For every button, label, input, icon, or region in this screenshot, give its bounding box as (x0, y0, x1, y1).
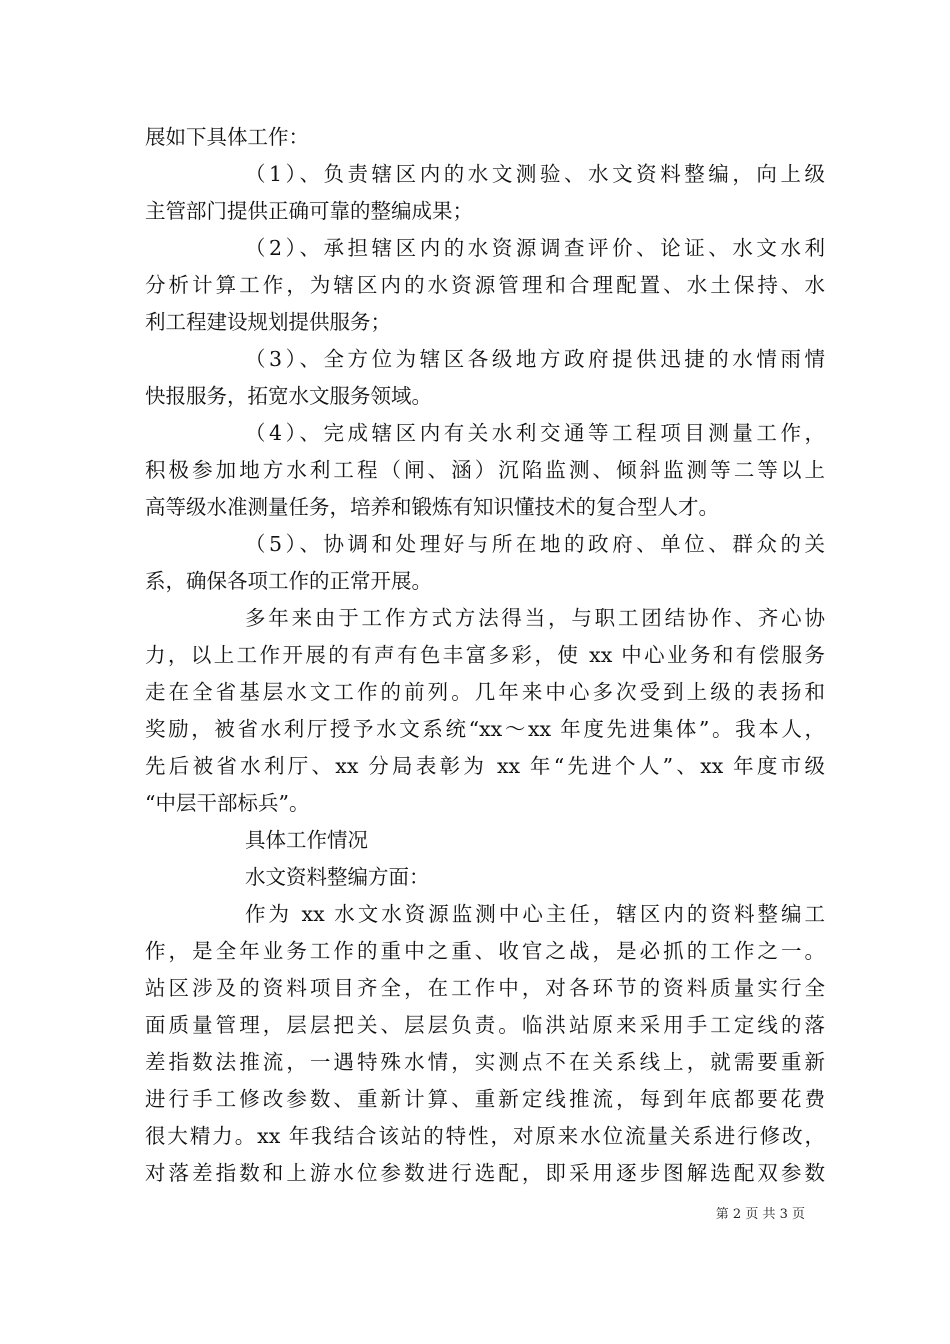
section-heading: 水文资料整编方面： (245, 865, 430, 889)
text-line: 很大精力。xx 年我结合该站的特性，对原来水位流量关系进行修改， (145, 1124, 825, 1148)
text-line: 系，确保各项工作的正常开展。 (145, 569, 432, 593)
text-line: （4）、完成辖区内有关水利交通等工程项目测量工作， (245, 421, 825, 445)
text-line: （2）、承担辖区内的水资源调查评价、论证、水文水利 (245, 236, 825, 260)
text-line: 作为 xx 水文水资源监测中心主任，辖区内的资料整编工 (245, 902, 825, 926)
section-heading: 具体工作情况 (245, 828, 368, 852)
text-line: 面质量管理，层层把关、层层负责。临洪站原来采用手工定线的落 (145, 1013, 825, 1037)
text-line: 走在全省基层水文工作的前列。几年来中心多次受到上级的表扬和 (145, 680, 825, 704)
text-line: 主管部门提供正确可靠的整编成果； (145, 199, 473, 223)
text-line: （3）、全方位为辖区各级地方政府提供迅捷的水情雨情 (245, 347, 825, 371)
text-line: 利工程建设规划提供服务； (145, 310, 391, 334)
text-line: 站区涉及的资料项目齐全，在工作中，对各环节的资料质量实行全 (145, 976, 825, 1000)
text-line: 展如下具体工作： (145, 125, 309, 149)
text-line: 快报服务，拓宽水文服务领域。 (145, 384, 432, 408)
text-line: 力，以上工作开展的有声有色丰富多彩，使 xx 中心业务和有偿服务 (145, 643, 825, 667)
text-line: 对落差指数和上游水位参数进行选配，即采用逐步图解选配双参数 (145, 1161, 825, 1185)
page-number-footer: 第 2 页 共 3 页 (715, 1207, 805, 1222)
text-line: 作，是全年业务工作的重中之重、收官之战，是必抓的工作之一。 (145, 939, 825, 963)
text-line: 奖励，被省水利厅授予水文系统“xx～xx 年度先进集体”。我本人， (145, 717, 825, 741)
text-line: 多年来由于工作方式方法得当，与职工团结协作、齐心协 (245, 606, 825, 630)
text-line: 进行手工修改参数、重新计算、重新定线推流，每到年底都要花费 (145, 1087, 825, 1111)
text-line: （5）、协调和处理好与所在地的政府、单位、群众的关 (245, 532, 825, 556)
text-line: 高等级水准测量任务，培养和锻炼有知识懂技术的复合型人才。 (145, 495, 719, 519)
text-line: 差指数法推流，一遇特殊水情，实测点不在关系线上，就需要重新 (145, 1050, 825, 1074)
text-line: （1）、负责辖区内的水文测验、水文资料整编，向上级 (245, 162, 825, 186)
text-line: 积极参加地方水利工程（闸、涵）沉陷监测、倾斜监测等二等以上 (145, 458, 825, 482)
text-line: 先后被省水利厅、xx 分局表彰为 xx 年“先进个人”、xx 年度市级 (145, 754, 825, 778)
text-line: “中层干部标兵”。 (145, 791, 310, 815)
text-line: 分析计算工作，为辖区内的水资源管理和合理配置、水土保持、水 (145, 273, 825, 297)
